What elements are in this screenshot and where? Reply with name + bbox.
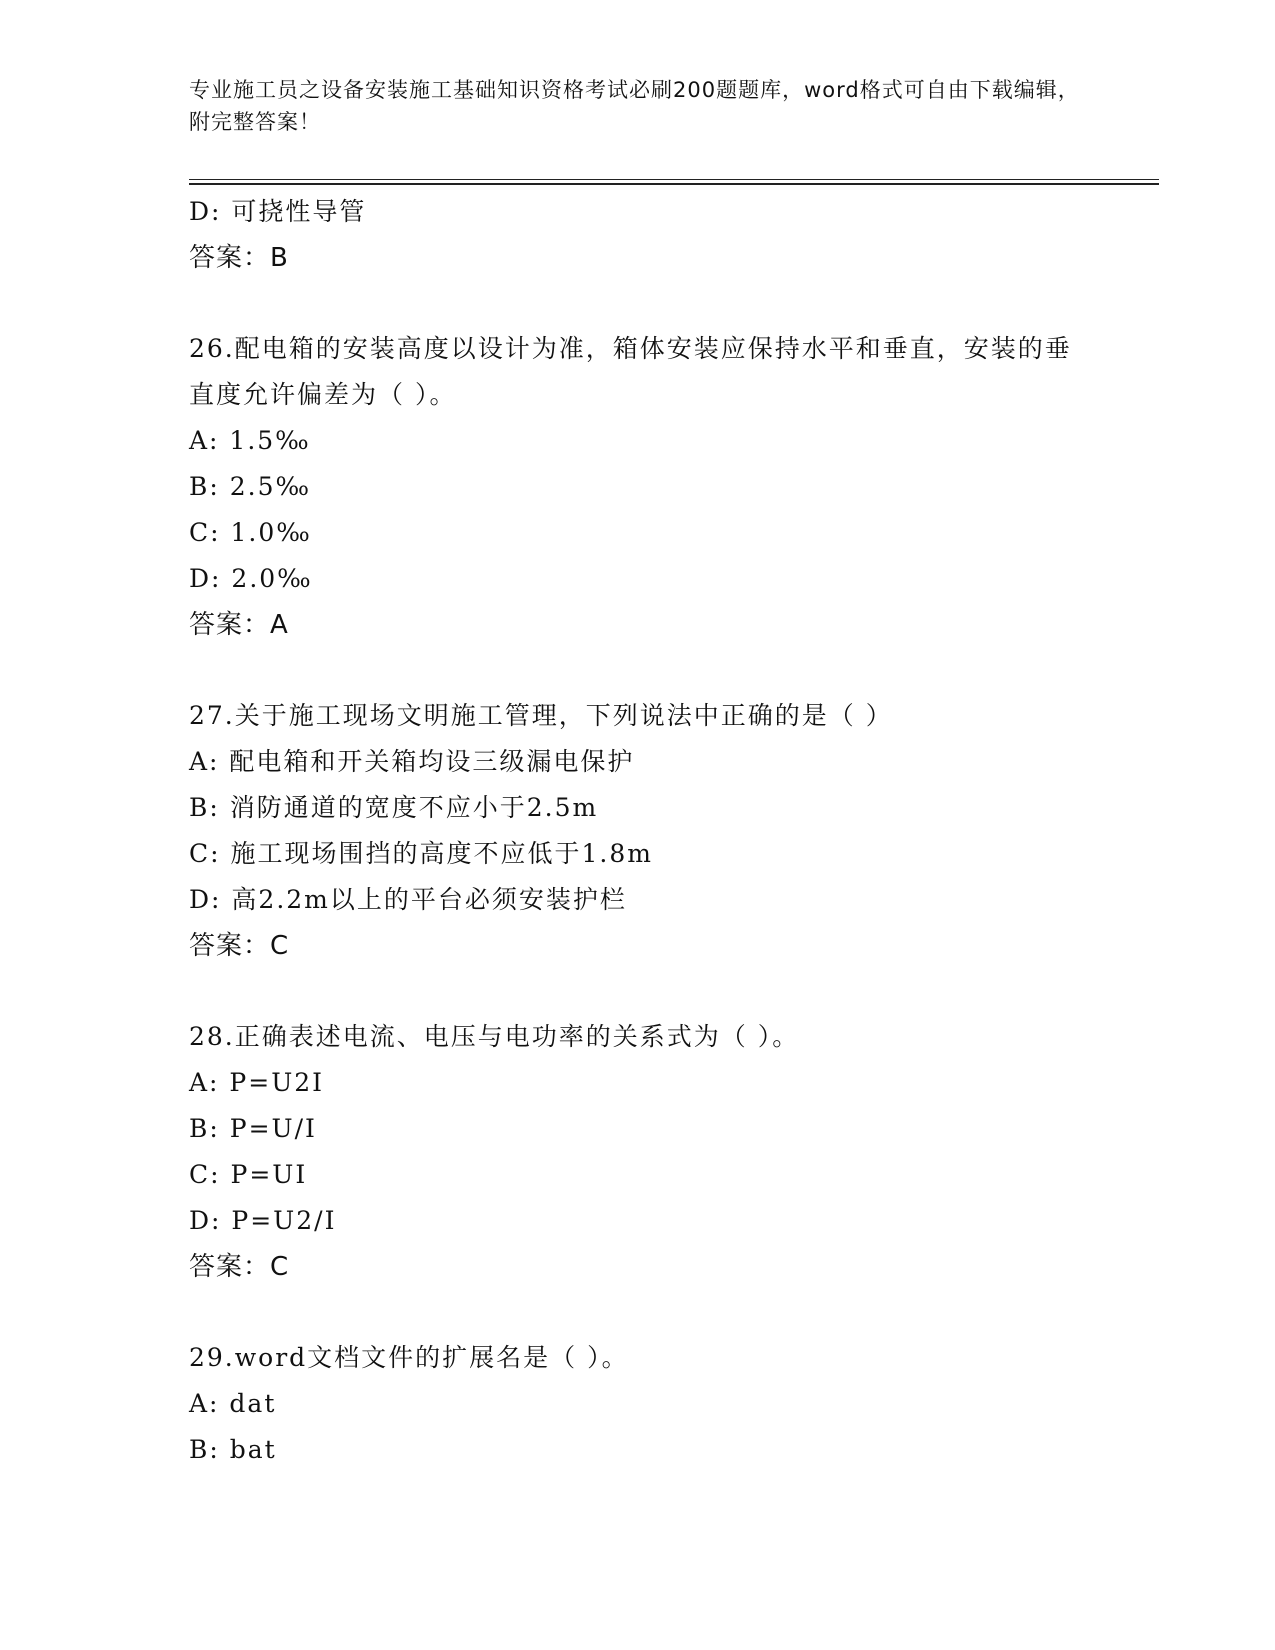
- question-text: 26.配电箱的安装高度以设计为准，箱体安装应保持水平和垂直，安装的垂直度允许偏差为（ ）。: [189, 334, 1072, 409]
- question-29: [189, 1335, 1089, 1473]
- document-header: 专业施工员之设备安装施工基础知识资格考试必刷200题题库，word格式可自由下载编辑，附完整答案！: [189, 78, 1080, 134]
- option-a: A: dat: [189, 1389, 277, 1418]
- option-b: B: bat: [189, 1435, 277, 1464]
- question-text: 29.word文档文件的扩展名是（ ）。: [189, 1343, 629, 1372]
- option-b: B: 2.5‰: [189, 472, 312, 501]
- answer: 答案：C: [189, 931, 290, 961]
- question-list: [189, 189, 1089, 1473]
- option-a: A: 配电箱和开关箱均设三级漏电保护: [189, 747, 635, 776]
- answer: 答案：C: [189, 1252, 290, 1282]
- option-c: C: P=UI: [189, 1160, 308, 1189]
- question-text: 27.关于施工现场文明施工管理，下列说法中正确的是（ ）: [189, 701, 893, 730]
- answer: 答案：B: [189, 243, 289, 273]
- option-d: D: P=U2/I: [189, 1206, 337, 1235]
- option-c: C: 1.0‰: [189, 518, 312, 547]
- answer: 答案：A: [189, 610, 289, 640]
- option-b: B: P=U/I: [189, 1114, 317, 1143]
- option-d: D: 2.0‰: [189, 564, 313, 593]
- option-d: D: 高2.2m以上的平台必须安装护栏: [189, 885, 627, 914]
- question-26: [189, 326, 1089, 648]
- question-28: [189, 1014, 1089, 1290]
- question-text: 28.正确表述电流、电压与电功率的关系式为（ ）。: [189, 1022, 800, 1051]
- option-d: D: 可挠性导管: [189, 197, 367, 226]
- header-divider-thick: [189, 183, 1159, 185]
- previous-question-tail: [189, 189, 1089, 281]
- option-a: A: 1.5‰: [189, 426, 311, 455]
- option-a: A: P=U2I: [189, 1068, 325, 1097]
- question-27: [189, 693, 1089, 969]
- header-divider: [189, 179, 1159, 180]
- option-b: B: 消防通道的宽度不应小于2.5m: [189, 793, 599, 822]
- option-c: C: 施工现场围挡的高度不应低于1.8m: [189, 839, 653, 868]
